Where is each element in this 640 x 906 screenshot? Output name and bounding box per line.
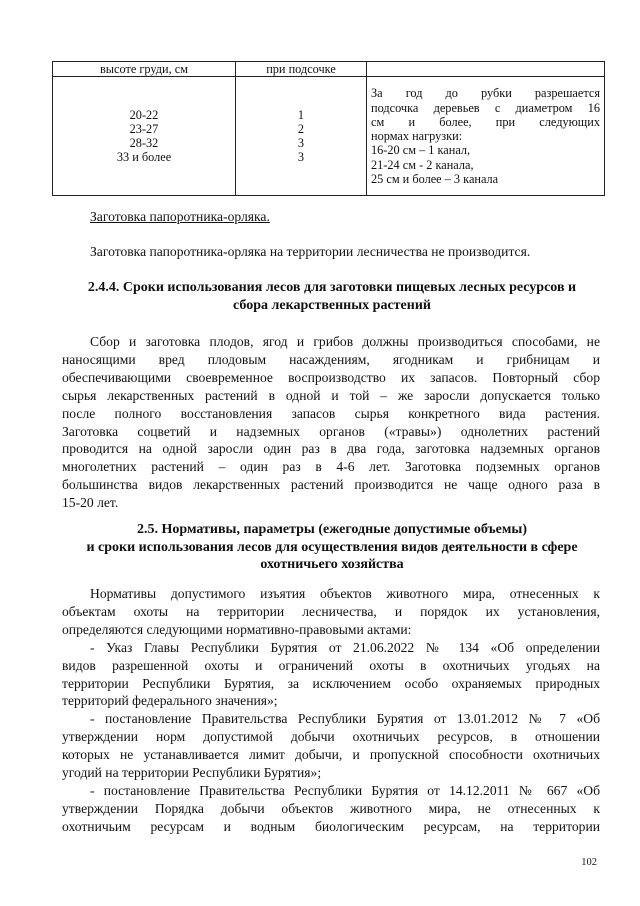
- note-line: 21-24 см - 2 канала,: [371, 157, 474, 172]
- section-25-heading: [52, 521, 612, 574]
- paragraph-line: охотничьим ресурсам и водным биологическим ресурсам, на территории: [62, 818, 600, 834]
- header-cell-note: [367, 62, 605, 77]
- paragraph-line: территорий федерального значения»;: [62, 693, 278, 709]
- paragraph-line: - постановление Правительства Республики Бурятия от 13.01.2012 № 7 «Об: [90, 711, 600, 727]
- paragraph-line: Нормативы допустимого изъятия объектов животного мира, отнесенных к: [90, 586, 600, 601]
- heading-line: и сроки использования лесов для осуществления видов деятельности в сфере: [86, 539, 578, 555]
- paragraph-line: утверждении норм допустимой добычи охотничьих ресурсов, в отношении: [62, 729, 600, 745]
- heading-line: сбора лекарственных растений: [233, 297, 431, 313]
- section-25-paragraph: [62, 585, 600, 836]
- heading-line: 2.4.4. Сроки использования лесов для заготовки пищевых лесных ресурсов и: [87, 280, 577, 295]
- paragraph-line: утверждении Порядка добычи объектов животного мира, не отнесенных к: [62, 800, 600, 816]
- fern-text: Заготовка папоротника-орляка на территории лесничества не производится.: [90, 244, 531, 259]
- paragraph-line: большинства видов лекарственных растений производится не чаще одного раза в: [62, 477, 600, 493]
- paragraph-line: объектам охоты на территории лесничества, и порядок их установления,: [62, 603, 600, 619]
- diameter-value: 33 и более: [116, 150, 172, 165]
- paragraph-line: обеспечивающими своевременное воспроизводство их запасов. Повторный сбор: [62, 369, 600, 385]
- load-value: 2: [297, 122, 305, 136]
- paragraph-line: наносящими вред плодовым насаждениям, ягодникам и грибницам и: [62, 351, 600, 367]
- paragraph-line: которых не устанавливается лимит добычи, и пропускной способности охотничьих: [62, 747, 600, 763]
- paragraph-line: многолетних растений – один раз в 4-6 лет. Заготовка подземных органов: [62, 459, 600, 475]
- diameter-value: 20-22: [129, 107, 159, 122]
- load-value: 1: [297, 107, 305, 122]
- header-cell-load: при подсочке: [236, 62, 367, 77]
- note-cell: [367, 77, 605, 196]
- load-value: 3: [297, 136, 305, 151]
- table-header-row: [53, 62, 605, 77]
- paragraph-line: территории Республики Бурятия, за исключением особо охраняемых природных: [62, 675, 600, 691]
- page-number: 102: [581, 857, 597, 868]
- note-line: 25 см и более – 3 канала: [371, 171, 499, 186]
- paragraph-line: угодий на территории Республики Бурятия»;: [62, 765, 322, 781]
- paragraph-line: 15-20 лет.: [62, 495, 119, 511]
- diameter-cell: [53, 77, 236, 196]
- section-244-paragraph: [62, 333, 600, 512]
- fern-subtitle: Заготовка папоротника-орляка.: [90, 209, 270, 224]
- note-line: За год до рубки разрешается: [371, 86, 600, 101]
- note-line: подсочка деревьев с диаметром 16: [371, 100, 600, 115]
- section-244-heading: [52, 279, 612, 314]
- table-row: [53, 77, 605, 196]
- heading-line: охотничьего хозяйства: [260, 557, 404, 572]
- paragraph-line: сырья лекарственных растений в одной и той – же заросли допускается только: [62, 387, 600, 403]
- note-line: нормах нагрузки:: [371, 129, 463, 144]
- paragraph-line: видов разрешенной охоты и ограничений охоты в охотничьих угодьях на: [62, 657, 600, 673]
- paragraph-line: проводится на одной заросли один раз в два года, заготовка надземных органов: [62, 441, 600, 457]
- paragraph-line: определяются следующими нормативно-правовыми актами:: [62, 621, 412, 637]
- note-line: 16-20 см – 1 канал,: [371, 143, 471, 158]
- header-cell-diameter: высоте груди, см: [53, 62, 236, 77]
- paragraph-line: после полного восстановления запасов сырья конкретного вида растения.: [62, 405, 600, 421]
- tapping-norms-table: [52, 61, 605, 196]
- diameter-value: 28-32: [129, 136, 159, 151]
- load-value: 3: [297, 150, 305, 165]
- paragraph-line: - Указ Главы Республики Бурятия от 21.06.2022 № 134 «Об определении: [90, 639, 600, 655]
- paragraph-line: Заготовка соцветий и надземных органов («травы») однолетних растений: [62, 423, 600, 439]
- diameter-value: 23-27: [129, 122, 159, 136]
- note-line: см и более, при следующих: [371, 114, 600, 129]
- heading-line: 2.5. Нормативы, параметры (ежегодные допустимые объемы): [136, 522, 527, 537]
- paragraph-line: - постановление Правительства Республики Бурятия от 14.12.2011 № 667 «Об: [90, 782, 600, 798]
- load-cell: [236, 77, 367, 196]
- paragraph-line: Сбор и заготовка плодов, ягод и грибов должны производиться способами, не: [90, 334, 600, 349]
